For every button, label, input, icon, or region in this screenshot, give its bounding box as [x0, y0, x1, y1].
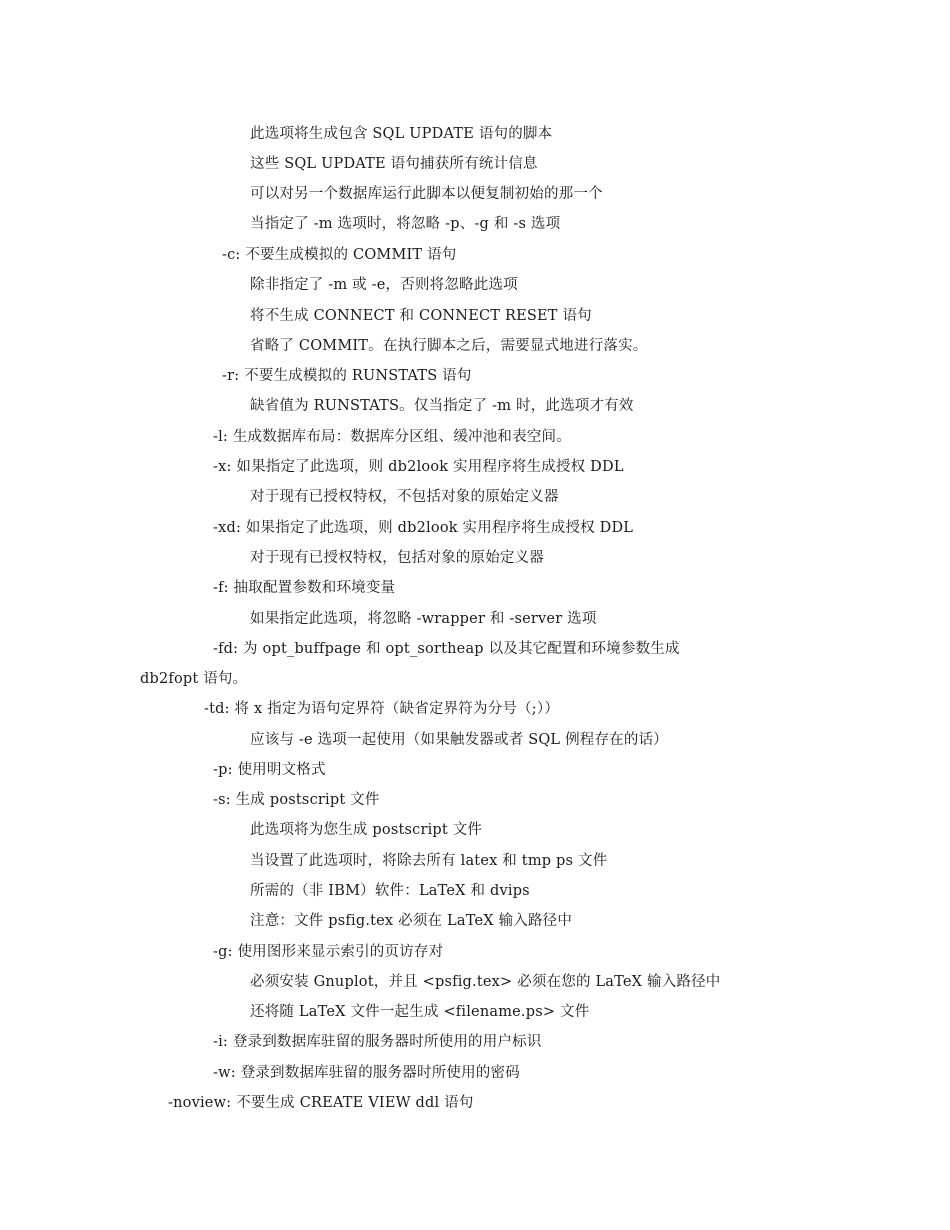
option-s-line: -s: 生成 postscript 文件	[213, 792, 380, 808]
option-xd-line: -xd: 如果指定了此选项，则 db2look 实用程序将生成授权 DDL	[213, 520, 634, 536]
text-line-24: 此选项将为您生成 postscript 文件	[250, 822, 483, 838]
text-line-7: 将不生成 CONNECT 和 CONNECT RESET 语句	[250, 308, 592, 324]
option-l-line: -l: 生成数据库布局：数据库分区组、缓冲池和表空间。	[213, 429, 571, 445]
option-i-line: -i: 登录到数据库驻留的服务器时所使用的用户标识	[213, 1034, 542, 1050]
text-line-8: 省略了 COMMIT。在执行脚本之后，需要显式地进行落实。	[250, 338, 648, 354]
text-line-29: 必须安装 Gnuplot，并且 <psfig.tex> 必须在您的 LaTeX 输入路径中	[250, 974, 721, 990]
option-f-line: -f: 抽取配置参数和环境变量	[213, 580, 396, 596]
option-fd-line: -fd: 为 opt_buffpage 和 opt_sortheap 以及其它配置和环境参数生成	[213, 641, 680, 657]
text-line-4: 当指定了 -m 选项时，将忽略 -p、-g 和 -s 选项	[250, 216, 561, 232]
text-line-21: 应该与 -e 选项一起使用（如果触发器或者 SQL 例程存在的话）	[250, 732, 668, 748]
text-line-27: 注意：文件 psfig.tex 必须在 LaTeX 输入路径中	[250, 913, 573, 929]
text-line-10: 缺省值为 RUNSTATS。仅当指定了 -m 时，此选项才有效	[250, 398, 634, 414]
option-x-line: -x: 如果指定了此选项，则 db2look 实用程序将生成授权 DDL	[213, 459, 624, 475]
text-line-26: 所需的（非 IBM）软件：LaTeX 和 dvips	[250, 883, 530, 899]
option-noview-line: -noview: 不要生成 CREATE VIEW ddl 语句	[168, 1095, 474, 1111]
text-line-2: 这些 SQL UPDATE 语句捕获所有统计信息	[250, 156, 538, 172]
text-line-30: 还将随 LaTeX 文件一起生成 <filename.ps> 文件	[250, 1004, 590, 1020]
text-line-13: 对于现有已授权特权，不包括对象的原始定义器	[250, 489, 559, 505]
option-p-line: -p: 使用明文格式	[213, 762, 326, 778]
option-fd-continuation: db2fopt 语句。	[140, 671, 248, 687]
text-line-17: 如果指定此选项，将忽略 -wrapper 和 -server 选项	[250, 611, 597, 627]
text-line-25: 当设置了此选项时，将除去所有 latex 和 tmp ps 文件	[250, 853, 608, 869]
option-g-line: -g: 使用图形来显示索引的页访存对	[213, 944, 444, 960]
option-td-line: -td: 将 x 指定为语句定界符（缺省定界符为分号（;））	[204, 701, 560, 717]
text-line-3: 可以对另一个数据库运行此脚本以便复制初始的那一个	[250, 186, 603, 202]
text-line-6: 除非指定了 -m 或 -e，否则将忽略此选项	[250, 277, 518, 293]
text-line-1: 此选项将生成包含 SQL UPDATE 语句的脚本	[250, 126, 553, 142]
text-line-15: 对于现有已授权特权，包括对象的原始定义器	[250, 550, 544, 566]
option-c-line: -c: 不要生成模拟的 COMMIT 语句	[222, 247, 457, 263]
option-w-line: -w: 登录到数据库驻留的服务器时所使用的密码	[213, 1065, 520, 1081]
option-r-line: -r: 不要生成模拟的 RUNSTATS 语句	[222, 368, 472, 384]
